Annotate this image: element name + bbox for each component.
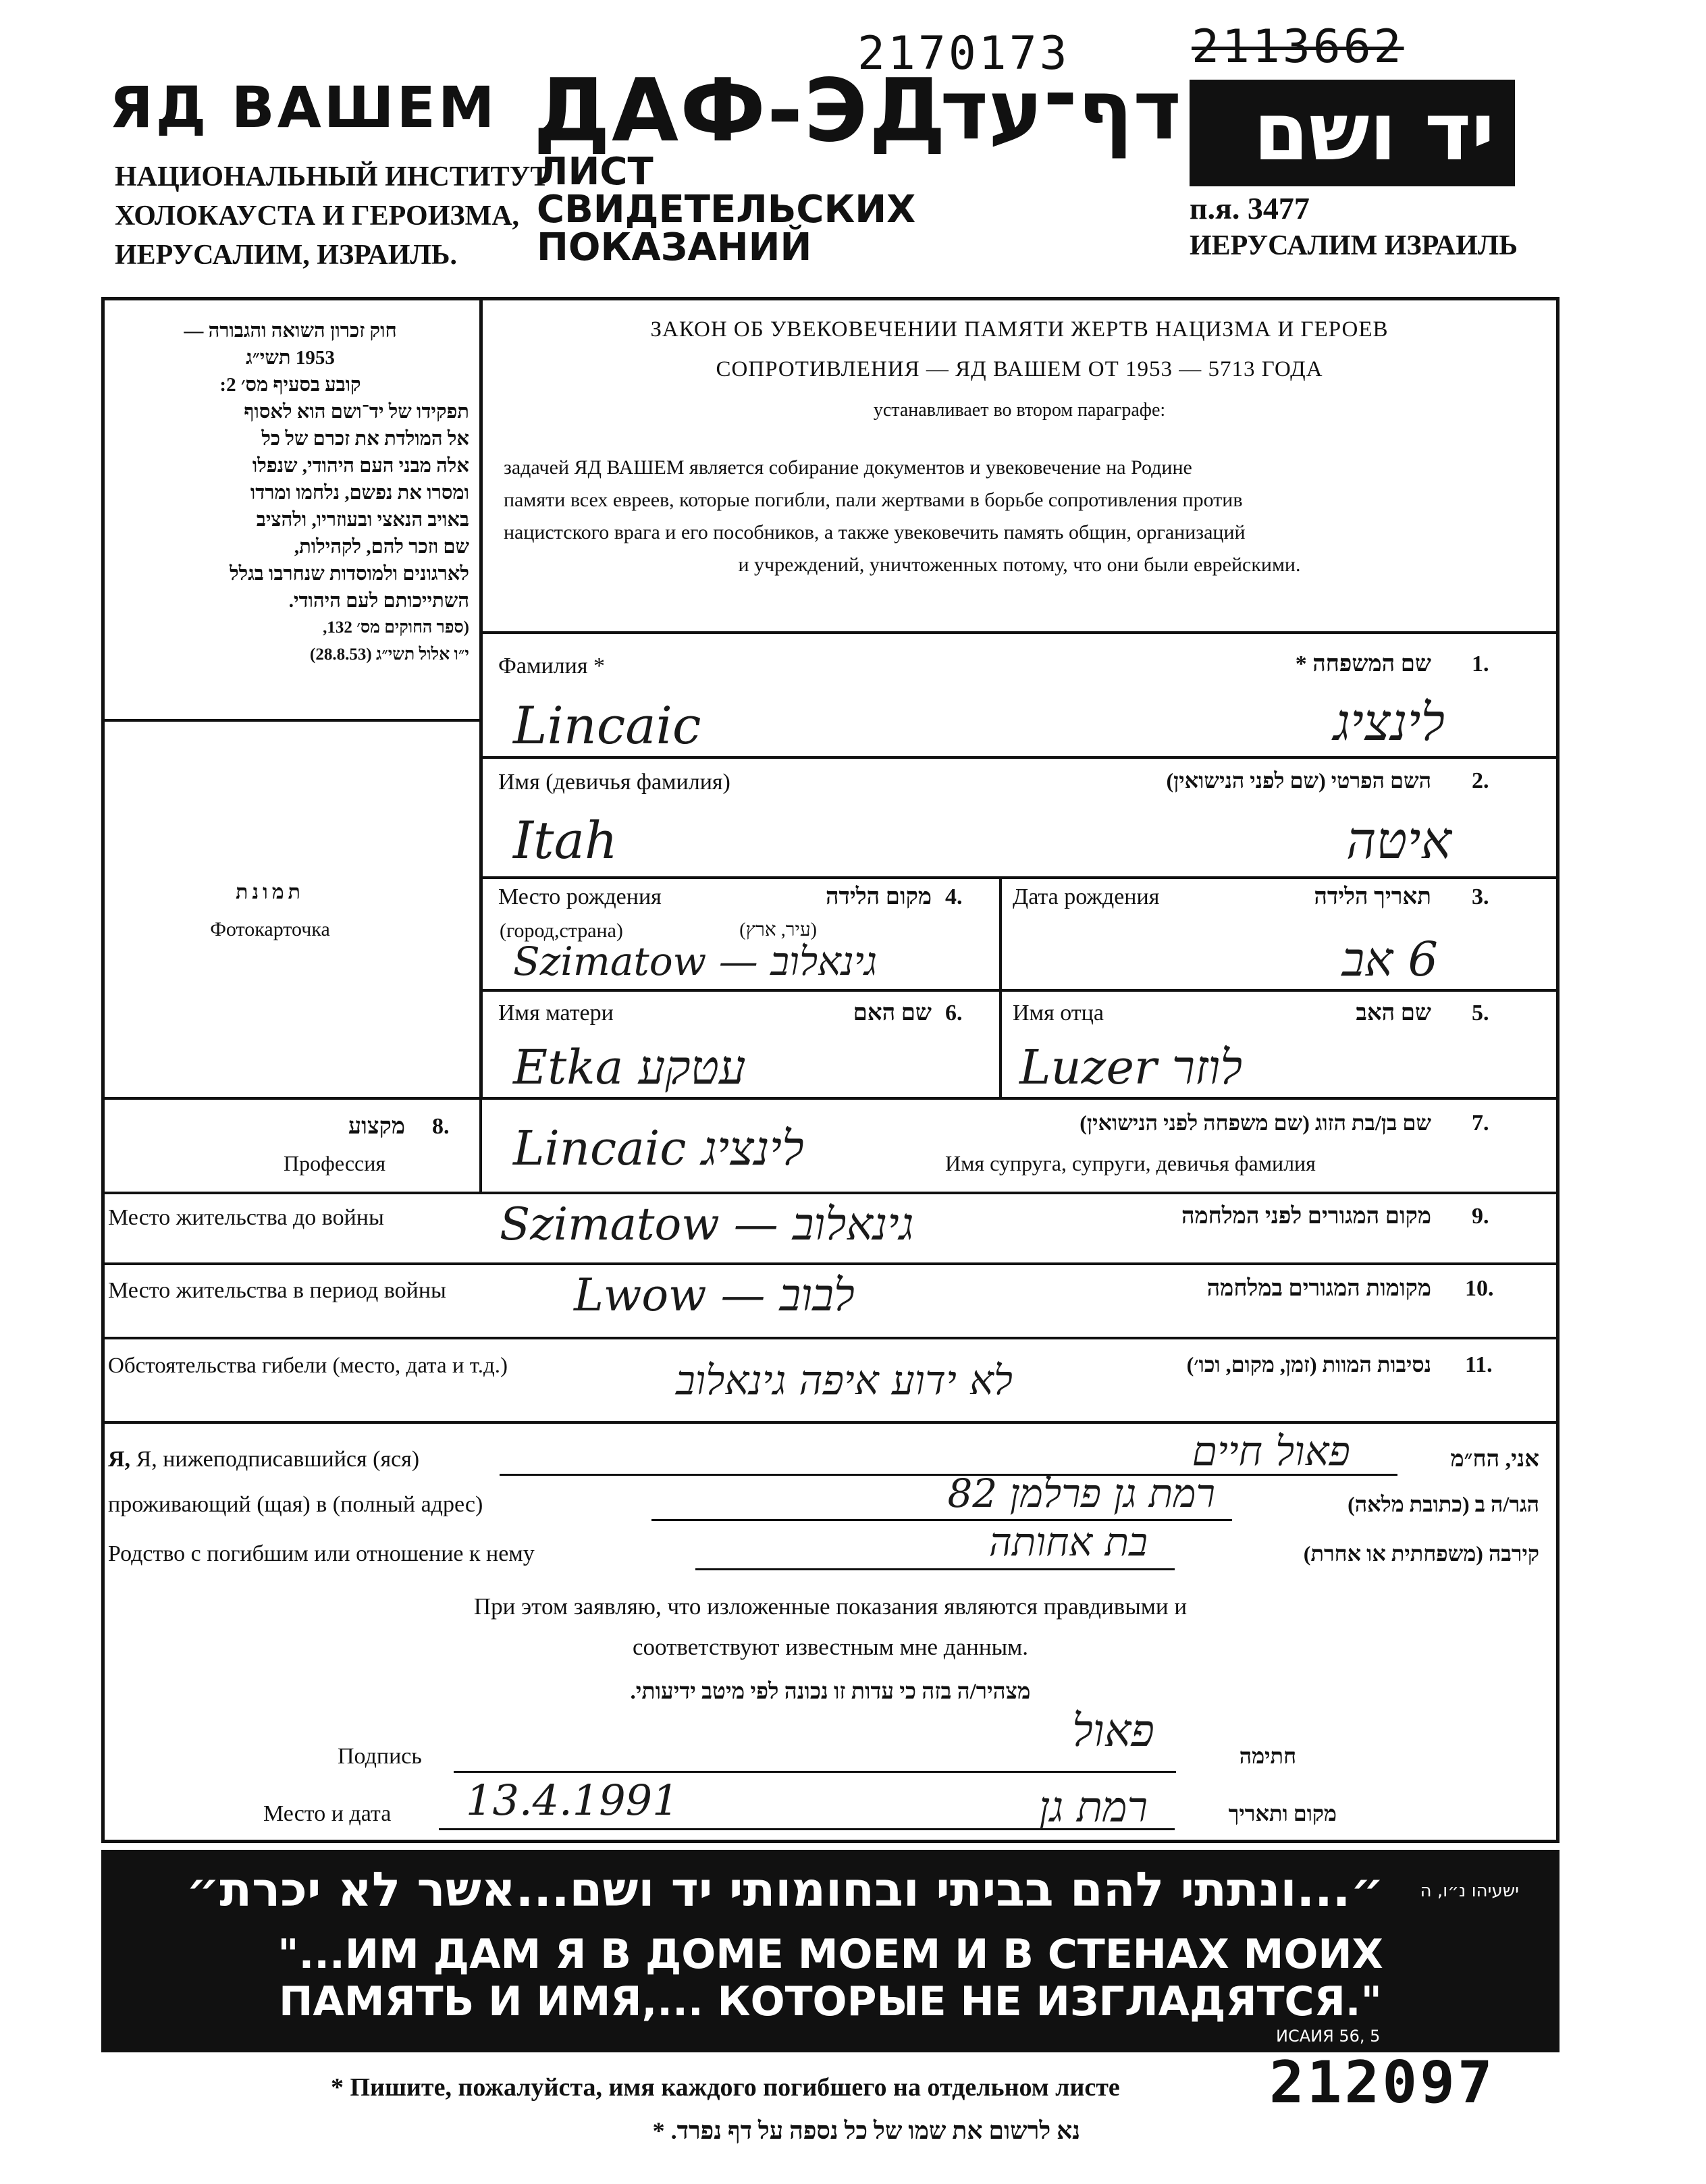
law-ru-paragraph-4: и учреждений, уничтоженных потому, что они были еврейскими.	[738, 554, 1301, 576]
quote-ru-ref: ИСАИЯ 56, 5	[1276, 2027, 1381, 2046]
record-number: 2170173	[857, 27, 1070, 80]
law-ru-paragraph-1: задачей ЯД ВАШЕМ является собирание документов и увековечение на Родине	[504, 456, 1192, 479]
photo-label-he: תמונת	[236, 881, 304, 903]
law-ru-paragraph-3: нацистского врага и его пособников, а также увековечить память общин, организаций	[504, 521, 1246, 543]
address-value[interactable]: רמת גן פרלמן 82	[947, 1470, 1215, 1516]
field-8-label-ru: Профессия	[284, 1151, 386, 1175]
law-he-line: (ספר החוקים מס׳ 132,	[323, 618, 469, 637]
center-divider-b	[479, 1097, 482, 1192]
field-8-label-he: מקצוע	[348, 1114, 405, 1139]
law-he-line: לארגונים ולמוסדות שנחרבו בגלל	[230, 563, 469, 585]
document-title-ru: ДАФ-ЭД	[533, 61, 948, 161]
law-he-line: באויב הנאצי ובעוזריו, ולהציב	[256, 509, 469, 531]
quote-ru-1: "...ИМ ДАМ Я В ДОМЕ МОЕМ И В СТЕНАХ МОИХ	[277, 1931, 1383, 1978]
field-3-value[interactable]: 6 אב	[1341, 932, 1438, 987]
field-9-label-he: מקום המגורים לפני המלחמה	[1181, 1204, 1431, 1229]
row-8-divider	[101, 1421, 1560, 1424]
law-he-line: קובע בסעיף מס׳ 2:	[219, 374, 361, 396]
law-he-line: השתייכותם לעם היהודי.	[288, 590, 469, 612]
field-3-label-he: תאריך הלידה	[1314, 884, 1431, 909]
field-1-label-he: שם המשפחה *	[1295, 651, 1431, 676]
law-ru-title-2: СОПРОТИВЛЕНИЯ — ЯД ВАШЕМ ОТ 1953 — 5713 ГОДА	[716, 357, 1323, 381]
field-10-number: 10.	[1465, 1276, 1494, 1301]
law-he-line: י״ו אלול תשי״ג (28.8.53)	[310, 645, 469, 664]
field-10-label-he: מקומות המגורים במלחמה	[1206, 1276, 1431, 1301]
field-7-label-ru: Имя супруга, супруги, девичья фамилия	[945, 1151, 1316, 1175]
field-10-value[interactable]: Lwow — לבוב	[574, 1269, 855, 1321]
law-ru-paragraph-2: памяти всех евреев, которые погибли, пали жертвами в борьбе сопротивления против	[504, 489, 1243, 511]
field-5-label-ru: Имя отца	[1013, 1001, 1104, 1026]
field-7-label-he: שם בן/בת הזוג (שם משפחה לפני הנישואין)	[1079, 1111, 1431, 1135]
law-he-line: תפקידו של יד־ושם הוא לאסוף	[244, 401, 469, 423]
logo-text: יד ושם	[1253, 85, 1495, 178]
po-box: п.я. 3477	[1190, 191, 1310, 225]
photo-label-ru: Фотокарточка	[210, 918, 330, 940]
field-1-number: 1.	[1472, 651, 1489, 676]
quote-he-ref: ישעיהו נ״ו, ה	[1420, 1881, 1519, 1901]
law-he	[111, 317, 469, 668]
document-title-he: דף־עד	[940, 62, 1181, 158]
field-2-number: 2.	[1472, 768, 1489, 793]
place-date-label-he: מקום ותאריך	[1228, 1801, 1337, 1826]
field-2-value-hebrew[interactable]: איטה	[1346, 810, 1451, 870]
field-1-value-latin[interactable]: Lincaic	[513, 695, 701, 755]
field-4-value[interactable]: Szimatow — גינאלוב	[513, 938, 878, 984]
field-2-value-latin[interactable]: Itah	[513, 810, 618, 870]
declarant-value[interactable]: פאול חיים	[1192, 1428, 1350, 1475]
declarant-label-ru: Я, Я, нижеподписавшийся (яся)	[108, 1447, 420, 1472]
signature-value[interactable]: פאול	[1072, 1705, 1154, 1757]
relation-value[interactable]: בת אחותה	[988, 1519, 1148, 1565]
law-ru-title-1: ЗАКОН ОБ УВЕКОВЕЧЕНИИ ПАМЯТИ ЖЕРТВ НАЦИЗМА И ГЕРОЕВ	[650, 317, 1389, 342]
address-label-ru: проживающий (щая) в (полный адрес)	[108, 1492, 483, 1517]
law-he-line: אל המולדת את זכרם של כל	[261, 428, 469, 450]
place-date-label-ru: Место и дата	[263, 1801, 392, 1826]
signature-label-he: חתימה	[1239, 1744, 1296, 1768]
quote-ru-2: ПАМЯТЬ И ИМЯ,... КОТОРЫЕ НЕ ИЗГЛАДЯТСЯ."	[279, 1978, 1382, 2025]
footer-note-ru: * Пишите, пожалуйста, имя каждого погибшего на отдельном листе	[331, 2073, 1120, 2102]
field-3-label-ru: Дата рождения	[1013, 884, 1160, 909]
law-ru-bottom	[479, 631, 1560, 634]
field-4-label-he-sub: (עיר, ארץ)	[739, 920, 817, 940]
org-subtitle-3: ИЕРУСАЛИМ, ИЗРАИЛЬ.	[115, 240, 457, 271]
field-6-number: 6.	[945, 1001, 963, 1026]
struck-record-number: 2113662	[1192, 20, 1404, 74]
law-he-line: ומסרו את נפשם, נלחמו ומרדו	[250, 482, 469, 504]
field-2-label-he: השם הפרטי (שם לפני הנישואין)	[1166, 768, 1431, 793]
row-1-divider	[479, 756, 1560, 759]
field-5-label-he: שם האב	[1356, 1001, 1431, 1026]
declarant-label-he: אני, הח״מ	[1450, 1447, 1539, 1472]
field-5-number: 5.	[1472, 1001, 1489, 1026]
law-he-line: שם וזכר להם, לקהילות,	[294, 536, 469, 558]
field-9-label-ru: Место жительства до войны	[108, 1205, 384, 1230]
stamp-number: 212097	[1269, 2049, 1495, 2116]
signature-line	[454, 1771, 1176, 1773]
law-ru	[493, 317, 1546, 577]
field-6-label-ru: Имя матери	[498, 1001, 614, 1026]
declarant-label-ru-text: Я, нижеподписавшийся (яся)	[136, 1447, 420, 1472]
law-he-line: 1953 תשי״ג	[246, 347, 335, 369]
org-title: ЯД ВАШЕМ	[109, 74, 498, 140]
field-3-number: 3.	[1472, 884, 1489, 909]
row-7-divider	[101, 1337, 1560, 1339]
field-8-number: 8.	[432, 1114, 450, 1139]
row-5-divider	[101, 1192, 1560, 1194]
declaration-ru-2: соответствуют известным мне данным.	[633, 1634, 1028, 1660]
field-5-value[interactable]: Luzer לוזר	[1019, 1040, 1243, 1095]
field-11-number: 11.	[1465, 1352, 1493, 1377]
place-value[interactable]: רמת גן	[1039, 1782, 1148, 1832]
row-6-divider	[101, 1262, 1560, 1265]
field-9-value[interactable]: Szimatow — גינאלוב	[500, 1198, 914, 1250]
field-11-label-he: נסיבות המוות (זמן, מקום, וכו׳)	[1186, 1352, 1431, 1377]
declaration-ru-1: При этом заявляю, что изложенные показания являются правдивыми и	[473, 1593, 1188, 1620]
row-2-divider	[479, 876, 1560, 879]
law-he-line: חוק זכרון השואה והגבורה —	[184, 320, 397, 342]
signature-label-ru: Подпись	[338, 1744, 422, 1769]
row-4-divider	[101, 1097, 1560, 1100]
field-1-label-ru: Фамилия *	[498, 654, 605, 678]
field-4-label-ru: Место рождения	[498, 884, 662, 909]
document-subtitle-1: ЛИСТ	[537, 150, 654, 194]
field-11-value[interactable]: לא ידוע איפה גינאלוב	[675, 1357, 1013, 1404]
field-6-value[interactable]: Etka עטקע	[513, 1040, 746, 1095]
address-label-he: הגר/ה ב (כתובת מלאה)	[1348, 1492, 1539, 1516]
field-4-number: 4.	[945, 884, 963, 909]
field-11-label-ru: Обстоятельства гибели (место, дата и т.д.)	[108, 1354, 508, 1378]
footer-note-he: נא לרשום את שמו של כל נספה על דף נפרד. *	[652, 2117, 1080, 2144]
field-2-label-ru: Имя (девичья фамилия)	[498, 770, 730, 795]
law-ru-intro: устанавливает во втором параграфе:	[873, 400, 1166, 421]
declaration-he: מצהיר/ה בזה כי עדות זו נכונה לפי מיטב ידיעותי.	[630, 1680, 1031, 1704]
relation-label-ru: Родство с погибшим или отношение к нему	[108, 1541, 535, 1566]
org-subtitle-2: ХОЛОКАУСТА И ГЕРОИЗМА,	[115, 201, 520, 232]
quote-he: ״...ונתתי להם בביתי ובחומותי יד ושם...אשר לא יכרת״	[186, 1862, 1384, 1917]
field-1-value-hebrew[interactable]: לינציג	[1333, 692, 1445, 752]
field-7-value[interactable]: Lincaic לינציג	[513, 1121, 804, 1176]
field-4-label-ru-sub: (город,страна)	[500, 920, 623, 942]
document-subtitle-2: СВИДЕТЕЛЬСКИХ	[537, 188, 916, 232]
quote-banner	[101, 1850, 1560, 2052]
field-7-number: 7.	[1472, 1111, 1489, 1136]
field-10-label-ru: Место жительства в период войны	[108, 1278, 446, 1303]
center-divider-a	[999, 876, 1002, 1099]
document-subtitle-3: ПОКАЗАНИЙ	[537, 225, 812, 269]
field-4-label-he: מקום הלידה	[825, 884, 932, 909]
field-6-label-he: שם האם	[853, 1001, 932, 1026]
date-value[interactable]: 13.4.1991	[466, 1776, 679, 1825]
left-column-divider	[479, 297, 483, 1097]
relation-line	[695, 1568, 1175, 1570]
law-box-bottom	[101, 719, 483, 722]
law-he-line: אלה מבני העם היהודי, שנפלו	[252, 455, 469, 477]
yad-vashem-logo	[1190, 80, 1515, 186]
org-subtitle-1: НАЦИОНАЛЬНЫЙ ИНСТИТУТ	[115, 161, 550, 192]
field-9-number: 9.	[1472, 1204, 1489, 1229]
address-city: ИЕРУСАЛИМ ИЗРАИЛЬ	[1190, 230, 1518, 261]
row-3-divider	[479, 989, 1560, 992]
relation-label-he: קירבה (משפחתית או אחרת)	[1303, 1541, 1539, 1566]
